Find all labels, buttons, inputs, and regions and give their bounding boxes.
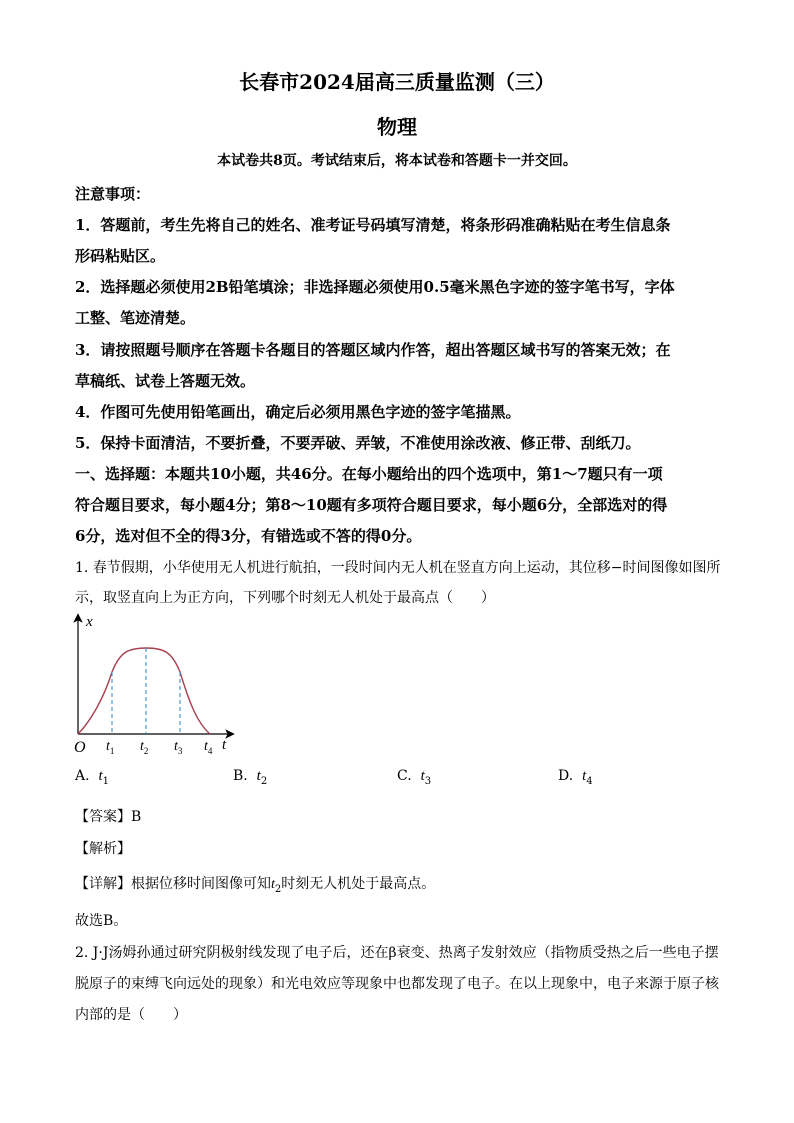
detail-tag: 【详解】 bbox=[75, 876, 131, 892]
analysis-tag: 【解析】 bbox=[75, 841, 131, 857]
tick-label-t2: $t_2$ bbox=[140, 739, 149, 756]
notes-line: 形码粘贴区。 bbox=[75, 247, 166, 265]
answer-line bbox=[75, 806, 141, 826]
notes-line: 2．选择题必须使用2B铅笔填涂；非选择题必须使用0.5毫米黑色字迹的签字笔书写，字体 bbox=[75, 278, 675, 296]
notes-line: 草稿纸、试卷上答题无效。 bbox=[75, 372, 256, 390]
notes-line: 1．答题前，考生先将自己的姓名、准考证号码填写清楚，将条形码准确粘贴在考生信息条 bbox=[75, 216, 671, 234]
question-2-stem: 内部的是（ ） bbox=[75, 1007, 187, 1023]
question-1-stem: 示，取竖直向上为正方向，下列哪个时刻无人机处于最高点（ ） bbox=[75, 590, 495, 606]
notes-heading: 注意事项： bbox=[75, 185, 151, 203]
notes-line: 3．请按照题号顺序在答题卡各题目的答题区域内作答，超出答题区域书写的答案无效；在 bbox=[75, 341, 671, 359]
notes-line: 工整、笔迹清楚。 bbox=[75, 309, 196, 327]
option-a: A. $t_1$ bbox=[75, 768, 110, 787]
question-2-stem: 2. J·J汤姆孙通过研究阴极射线发现了电子后，还在β衰变、热离子发射效应（指物质受热之后一些电子摆 bbox=[75, 945, 719, 961]
origin-label: O bbox=[74, 739, 86, 756]
exam-title: 长春市2024届高三质量监测（三） bbox=[239, 70, 555, 94]
tick-label-t4: $t_4$ bbox=[204, 739, 213, 756]
notes-line: 4．作图可先使用铅笔画出，确定后必须用黑色字迹的签字笔描黑。 bbox=[75, 403, 521, 421]
tick-label-t3: $t_3$ bbox=[174, 739, 183, 756]
y-axis-label: x bbox=[86, 614, 93, 630]
subject-title: 物理 bbox=[377, 115, 417, 139]
answer-tag: 【答案】 bbox=[75, 809, 131, 825]
question-2-stem: 脱原子的束缚飞向远处的现象）和光电效应等现象中也都发现了电子。在以上现象中，电子来源于原子核 bbox=[75, 976, 719, 992]
section-instructions: 一、选择题：本题共10小题，共46分。在每小题给出的四个选项中，第1～7题只有一项 bbox=[75, 465, 663, 483]
section-instructions: 6分，选对但不全的得3分，有错选或不答的得0分。 bbox=[75, 527, 422, 545]
displacement-curve bbox=[78, 648, 210, 734]
exam-intro: 本试卷共8页。考试结束后，将本试卷和答题卡一并交回。 bbox=[217, 153, 577, 169]
x-axis-label: t bbox=[222, 737, 227, 753]
option-b: B. $t_2$ bbox=[233, 768, 268, 787]
tick-label-t1: $t_1$ bbox=[106, 739, 115, 756]
option-c: C. $t_3$ bbox=[397, 768, 432, 787]
conclusion: 故选B。 bbox=[75, 913, 128, 929]
question-1-stem: 1. 春节假期，小华使用无人机进行航拍，一段时间内无人机在竖直方向上运动，其位移−时间图像如图所 bbox=[75, 560, 721, 576]
answer-value: B bbox=[131, 809, 142, 825]
option-d: D. $t_4$ bbox=[558, 768, 593, 787]
notes-line: 5．保持卡面清洁，不要折叠，不要弄破、弄皱，不准使用涂改液、修正带、刮纸刀。 bbox=[75, 434, 641, 452]
displacement-time-graph bbox=[70, 612, 240, 760]
detail-line: 【详解】根据位移时间图像可知$t_2$时刻无人机处于最高点。 bbox=[75, 876, 436, 895]
section-instructions: 符合题目要求，每小题4分；第8～10题有多项符合题目要求，每小题6分，全部选对的得 bbox=[75, 496, 668, 514]
